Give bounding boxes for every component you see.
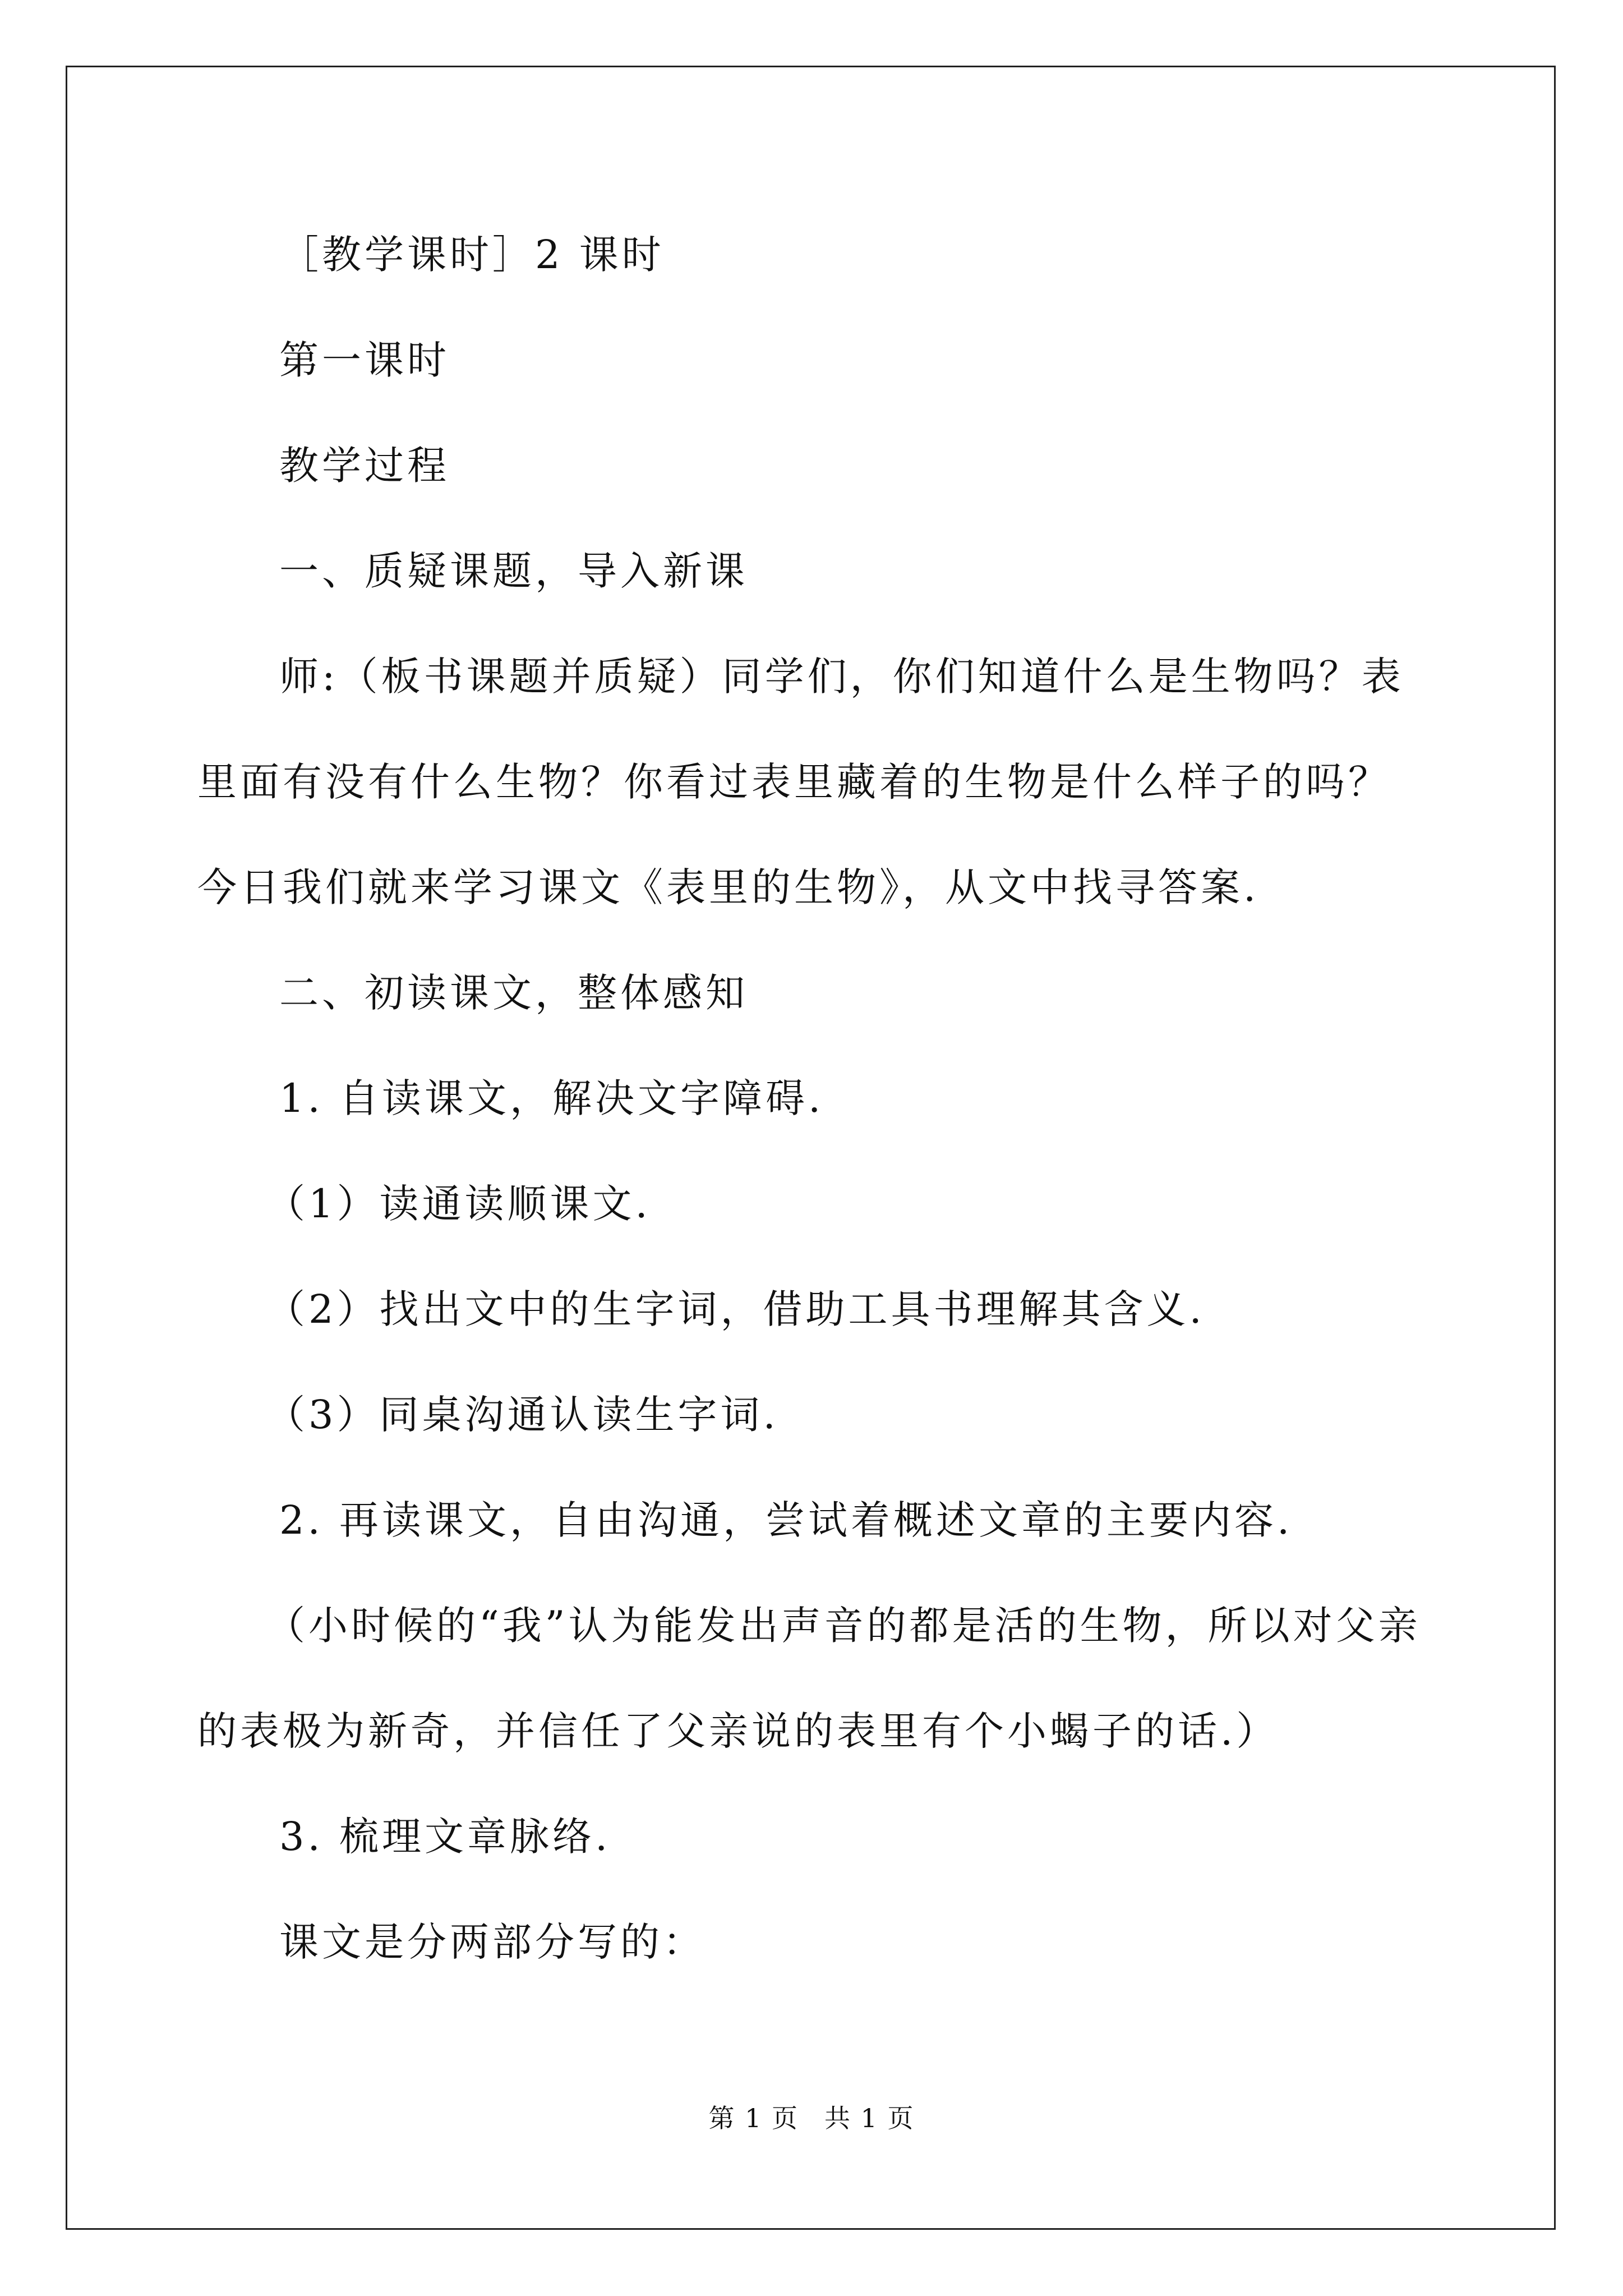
paragraph-step-1-sub-2: （2）找出文中的生字词，借助工具书理解其含义. bbox=[266, 1286, 1205, 1332]
page-footer bbox=[0, 2098, 1623, 2135]
document-body bbox=[197, 202, 1426, 1995]
paragraph-structure: 课文是分两部分写的： bbox=[279, 1919, 706, 1965]
paragraph-step-3: 3. 梳理文章脉络. bbox=[279, 1814, 611, 1860]
page-total: 共 1 页 bbox=[824, 2103, 915, 2133]
paragraph-first-lesson: 第一课时 bbox=[279, 337, 450, 383]
paragraph-teacher-intro: 师:（板书课题并质疑）同学们，你们知道什么是生物吗？表里面有没有什么生物？你看过表里藏着的生物是什么样子的吗？今日我们就来学习课文《表里的生物》，从文中找寻答案. bbox=[197, 654, 1404, 910]
paragraph-lesson-hours: ［教学课时］2 课时 bbox=[279, 232, 665, 278]
heading-section-2: 二、初读课文，整体感知 bbox=[279, 970, 748, 1016]
paragraph-step-1-sub-3: （3）同桌沟通认读生字词. bbox=[266, 1392, 779, 1438]
paragraph-step-2-note: （小时候的“我”认为能发出声音的都是活的生物，所以对父亲的表极为新奇，并信任了父亲说的表里有个小蝎子的话.） bbox=[197, 1603, 1421, 1754]
page-number: 第 1 页 bbox=[708, 2103, 799, 2133]
paragraph-step-2: 2. 再读课文，自由沟通，尝试着概述文章的主要内容. bbox=[279, 1497, 1293, 1543]
paragraph-step-1: 1. 自读课文，解决文字障碍. bbox=[279, 1075, 824, 1121]
paragraph-step-1-sub-1: （1）读通读顺课文. bbox=[266, 1181, 651, 1227]
paragraph-teaching-process: 教学过程 bbox=[279, 443, 450, 489]
heading-section-1: 一、质疑课题，导入新课 bbox=[279, 548, 748, 594]
